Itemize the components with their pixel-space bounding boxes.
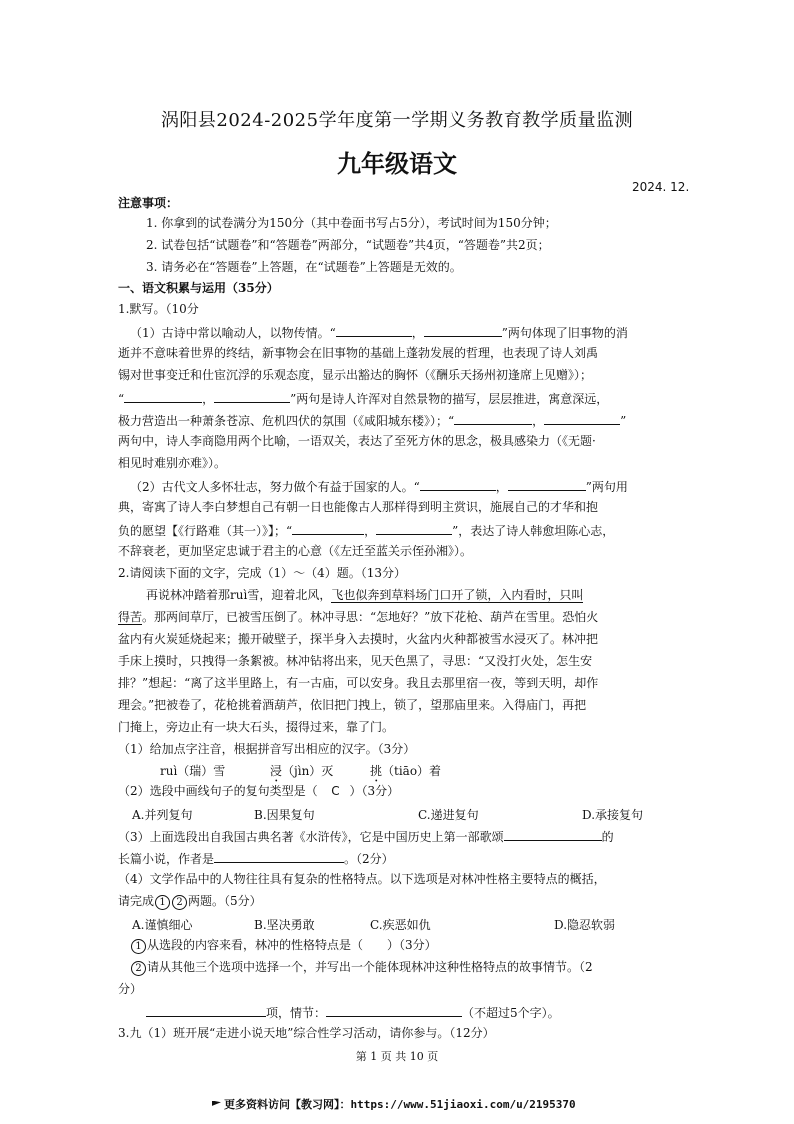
exam-title: 涡阳县2024-2025学年度第一学期义务教育教学质量监测 bbox=[160, 110, 634, 131]
q2-s4-sub1 bbox=[130, 938, 437, 954]
circled-number: 1 bbox=[131, 939, 146, 954]
circled-number: 1 bbox=[155, 895, 170, 910]
q1-heading: 1.默写。（10分 bbox=[118, 302, 199, 316]
exam-subtitle: 九年级语文 bbox=[337, 150, 457, 178]
q2-s1-item-a: ruì（瑞）雪 bbox=[160, 764, 226, 778]
q2-passage-line1 bbox=[146, 588, 583, 602]
dotted-char: 浸 bbox=[270, 764, 283, 778]
notice-item-1: 1. 你拿到的试卷满分为150分（其中卷面书写占5分），考试时间为150分钟； bbox=[146, 216, 557, 230]
q2-s1-item-c bbox=[370, 762, 441, 785]
text: 两题。（5分） bbox=[188, 894, 262, 908]
text: （1）古诗中常以喻动人，以物传情。“ bbox=[130, 326, 336, 340]
q2-s4-option-c: C.疾恶如仇 bbox=[370, 918, 431, 932]
pinyin: ruì bbox=[230, 588, 248, 602]
text: 项，情节： bbox=[266, 1006, 327, 1020]
text: ” bbox=[620, 414, 627, 428]
q2-s2-option-c: C.递进复句 bbox=[418, 808, 479, 822]
text: 。（2分） bbox=[344, 852, 394, 866]
answer-blank[interactable] bbox=[424, 324, 502, 337]
q2-passage-line3: 盆内有火炭延烧起来；搬开破壁子，探半身入去摸时，火盆内火种都被雪水浸灭了。林冲把 bbox=[118, 632, 599, 646]
answer-choice: C bbox=[331, 784, 340, 798]
q1-p2-line2: 典，寄寓了诗人李白梦想自己有朝一日也能像古人那样得到明主赏识，施展自己的才华和抱 bbox=[118, 500, 599, 514]
q1-p2-line3 bbox=[118, 522, 614, 538]
q1-p1-line7: 相见时难别亦难》）。 bbox=[118, 456, 227, 470]
text: 雪，迎着北风， bbox=[247, 588, 332, 602]
q2-passage-line2 bbox=[118, 610, 598, 624]
text: ， bbox=[532, 414, 545, 428]
q1-p2-line1 bbox=[130, 478, 628, 494]
notice-item-3: 3. 请务必在“答题卷”上答题，在“试题卷”上答题是无效的。 bbox=[146, 260, 462, 274]
text: “ bbox=[118, 392, 125, 406]
q2-s4-line2 bbox=[118, 894, 262, 910]
text: 长篇小说，作者是 bbox=[118, 852, 215, 866]
q1-p2-line4: 不辞衰老，更加坚定忠诚于君主的心意（《左迁至蓝关示侄孙湘》）。 bbox=[118, 544, 473, 558]
q1-p1-line3: 锡对世事变迁和仕宦沉浮的乐观态度，显示出豁达的胸怀（《酬乐天扬州初逢席上见赠》）； bbox=[118, 368, 593, 382]
answer-blank[interactable] bbox=[326, 1004, 462, 1017]
answer-blank[interactable] bbox=[544, 412, 620, 425]
q2-s2-option-b: B.因果复句 bbox=[254, 808, 315, 822]
q2-s3-line1 bbox=[118, 828, 614, 844]
q1-p1-line5 bbox=[118, 412, 626, 428]
underlined-sentence: 飞也似奔到草料场门口开了锁，入内看时，只叫 bbox=[331, 588, 584, 602]
text: ， bbox=[364, 524, 377, 538]
text: ， bbox=[495, 480, 508, 494]
page-number: 第 1 页 共 10 页 bbox=[355, 1050, 439, 1063]
notice-heading: 注意事项： bbox=[118, 196, 179, 210]
dotted-char: 挑 bbox=[370, 764, 383, 778]
answer-blank[interactable] bbox=[124, 390, 202, 403]
answer-blank[interactable] bbox=[420, 478, 496, 491]
q2-s4-option-b: B.坚决勇敢 bbox=[254, 918, 315, 932]
text: （3）上面选段出自我国古典名著《水浒传》，它是中国历史上第一部歌颂 bbox=[118, 830, 504, 844]
text: ”，表达了诗人韩愈坦陈心志， bbox=[452, 524, 615, 538]
q1-p1-line6: 两句中，诗人李商隐用两个比喻，一语双关，表达了至死方休的思念，极具感染力（《无题· bbox=[118, 434, 596, 448]
text: （2）选段中画线句子的复句类型是（ bbox=[118, 784, 318, 798]
text: 请从其他三个选项中选择一个，并写出一个能体现林冲这种性格特点的故事情节。（2 bbox=[147, 960, 593, 974]
circled-number: 2 bbox=[172, 895, 187, 910]
answer-blank[interactable] bbox=[376, 522, 452, 535]
q2-s4-answer-line bbox=[146, 1004, 560, 1020]
text: 从选段的内容来看，林冲的性格特点是（ ）（3分） bbox=[147, 938, 437, 952]
answer-blank[interactable] bbox=[146, 1004, 266, 1017]
text: （不超过5个字）。 bbox=[462, 1006, 560, 1020]
q2-passage-line6: 理会。”把被卷了，花枪挑着酒葫芦，依旧把门拽上，锁了，望那庙里来。入得庙门，再把 bbox=[118, 698, 587, 712]
q2-s4-sub2 bbox=[130, 960, 593, 976]
answer-blank[interactable] bbox=[504, 828, 602, 841]
q2-heading: 2.请阅读下面的文字，完成（1）～（4）题。（13分） bbox=[118, 566, 406, 580]
text: 负的愿望【《行路难（其一）》】；“ bbox=[118, 524, 293, 538]
text: 再说林冲踏着那 bbox=[146, 588, 231, 602]
q2-passage-line5: 排？”想起：“离了这半里路上，有一古庙，可以安身。我且去那里宿一夜，等到天明，却作 bbox=[118, 676, 599, 690]
q2-s1-stem: （1）给加点字注音，根据拼音写出相应的汉字。（3分） bbox=[118, 742, 416, 756]
q1-p1-line4 bbox=[118, 390, 608, 406]
text: ， bbox=[202, 392, 215, 406]
text: ”两句体现了旧事物的消 bbox=[501, 326, 628, 340]
q2-passage-line7: 门掩上，旁边止有一块大石头，掇得过来，靠了门。 bbox=[118, 720, 395, 734]
flag-icon bbox=[212, 1101, 221, 1110]
notice-item-2: 2. 试卷包括“试题卷”和“答题卷”两部分，“试题卷”共4页，“答题卷”共2页； bbox=[146, 238, 550, 252]
q3-heading: 3.九（1）班开展“走进小说天地”综合性学习活动，请你参与。（12分） bbox=[118, 1026, 495, 1040]
text: 的 bbox=[601, 830, 614, 844]
circled-number: 2 bbox=[131, 961, 146, 976]
answer-blank[interactable] bbox=[508, 478, 586, 491]
promo-link[interactable] bbox=[212, 1096, 576, 1112]
text: ）（3分） bbox=[349, 784, 400, 798]
underlined-sentence: 得苦 bbox=[118, 610, 143, 624]
promo-text: 更多资料访问【教习网】：https://www.51jiaoxi.com/u/2195370 bbox=[224, 1098, 576, 1111]
q2-passage-line4: 手床上摸时，只拽得一条絮被。林冲钻将出来，见天色黑了，寻思：“又没打火处，怎生安 bbox=[118, 654, 593, 668]
q2-s4-option-d: D.隐忍软弱 bbox=[554, 918, 616, 932]
answer-blank[interactable] bbox=[336, 324, 412, 337]
q2-s2-option-a: A.并列复句 bbox=[132, 808, 193, 822]
answer-blank[interactable] bbox=[454, 412, 532, 425]
q2-s1-item-b bbox=[270, 762, 333, 785]
text: 极力营造出一种萧条苍凉、危机四伏的氛围（《咸阳城东楼》）；“ bbox=[118, 414, 455, 428]
text: ， bbox=[411, 326, 424, 340]
answer-blank[interactable] bbox=[292, 522, 364, 535]
text: （2）古代文人多怀壮志，努力做个有益于国家的人。“ bbox=[130, 480, 420, 494]
text: （jìn）灭 bbox=[282, 764, 334, 778]
q2-s3-line2 bbox=[118, 850, 394, 866]
q2-s4-line1: （4）文学作品中的人物往往具有复杂的性格特点。以下选项是对林冲性格主要特点的概括， bbox=[118, 872, 606, 886]
q2-s4-sub2-cont: 分） bbox=[118, 982, 143, 996]
text: ”两句用 bbox=[585, 480, 628, 494]
q2-s2-stem bbox=[118, 784, 399, 798]
text: 。那两间草厅，已被雪压倒了。林冲寻思：“怎地好？”放下花枪、葫芦在雪里。恐怕火 bbox=[142, 610, 599, 624]
q2-s2-option-d: D.承接复句 bbox=[582, 808, 644, 822]
q1-p1-line2: 逝并不意味着世界的终结，新事物会在旧事物的基础上蓬勃发展的哲理，也表现了诗人刘禹 bbox=[118, 346, 599, 360]
exam-date: 2024. 12. bbox=[632, 180, 690, 194]
section-1-heading: 一、语文积累与运用（35分） bbox=[118, 281, 279, 295]
text: 请完成 bbox=[118, 894, 155, 908]
answer-blank[interactable] bbox=[214, 850, 344, 863]
answer-blank[interactable] bbox=[214, 390, 290, 403]
q2-s4-option-a: A.谨慎细心 bbox=[132, 918, 193, 932]
text: ”两句是诗人许浑对自然景物的描写，层层推进，寓意深远， bbox=[290, 392, 609, 406]
q1-p1-line1 bbox=[130, 324, 628, 340]
text: （tiāo）着 bbox=[382, 764, 442, 778]
